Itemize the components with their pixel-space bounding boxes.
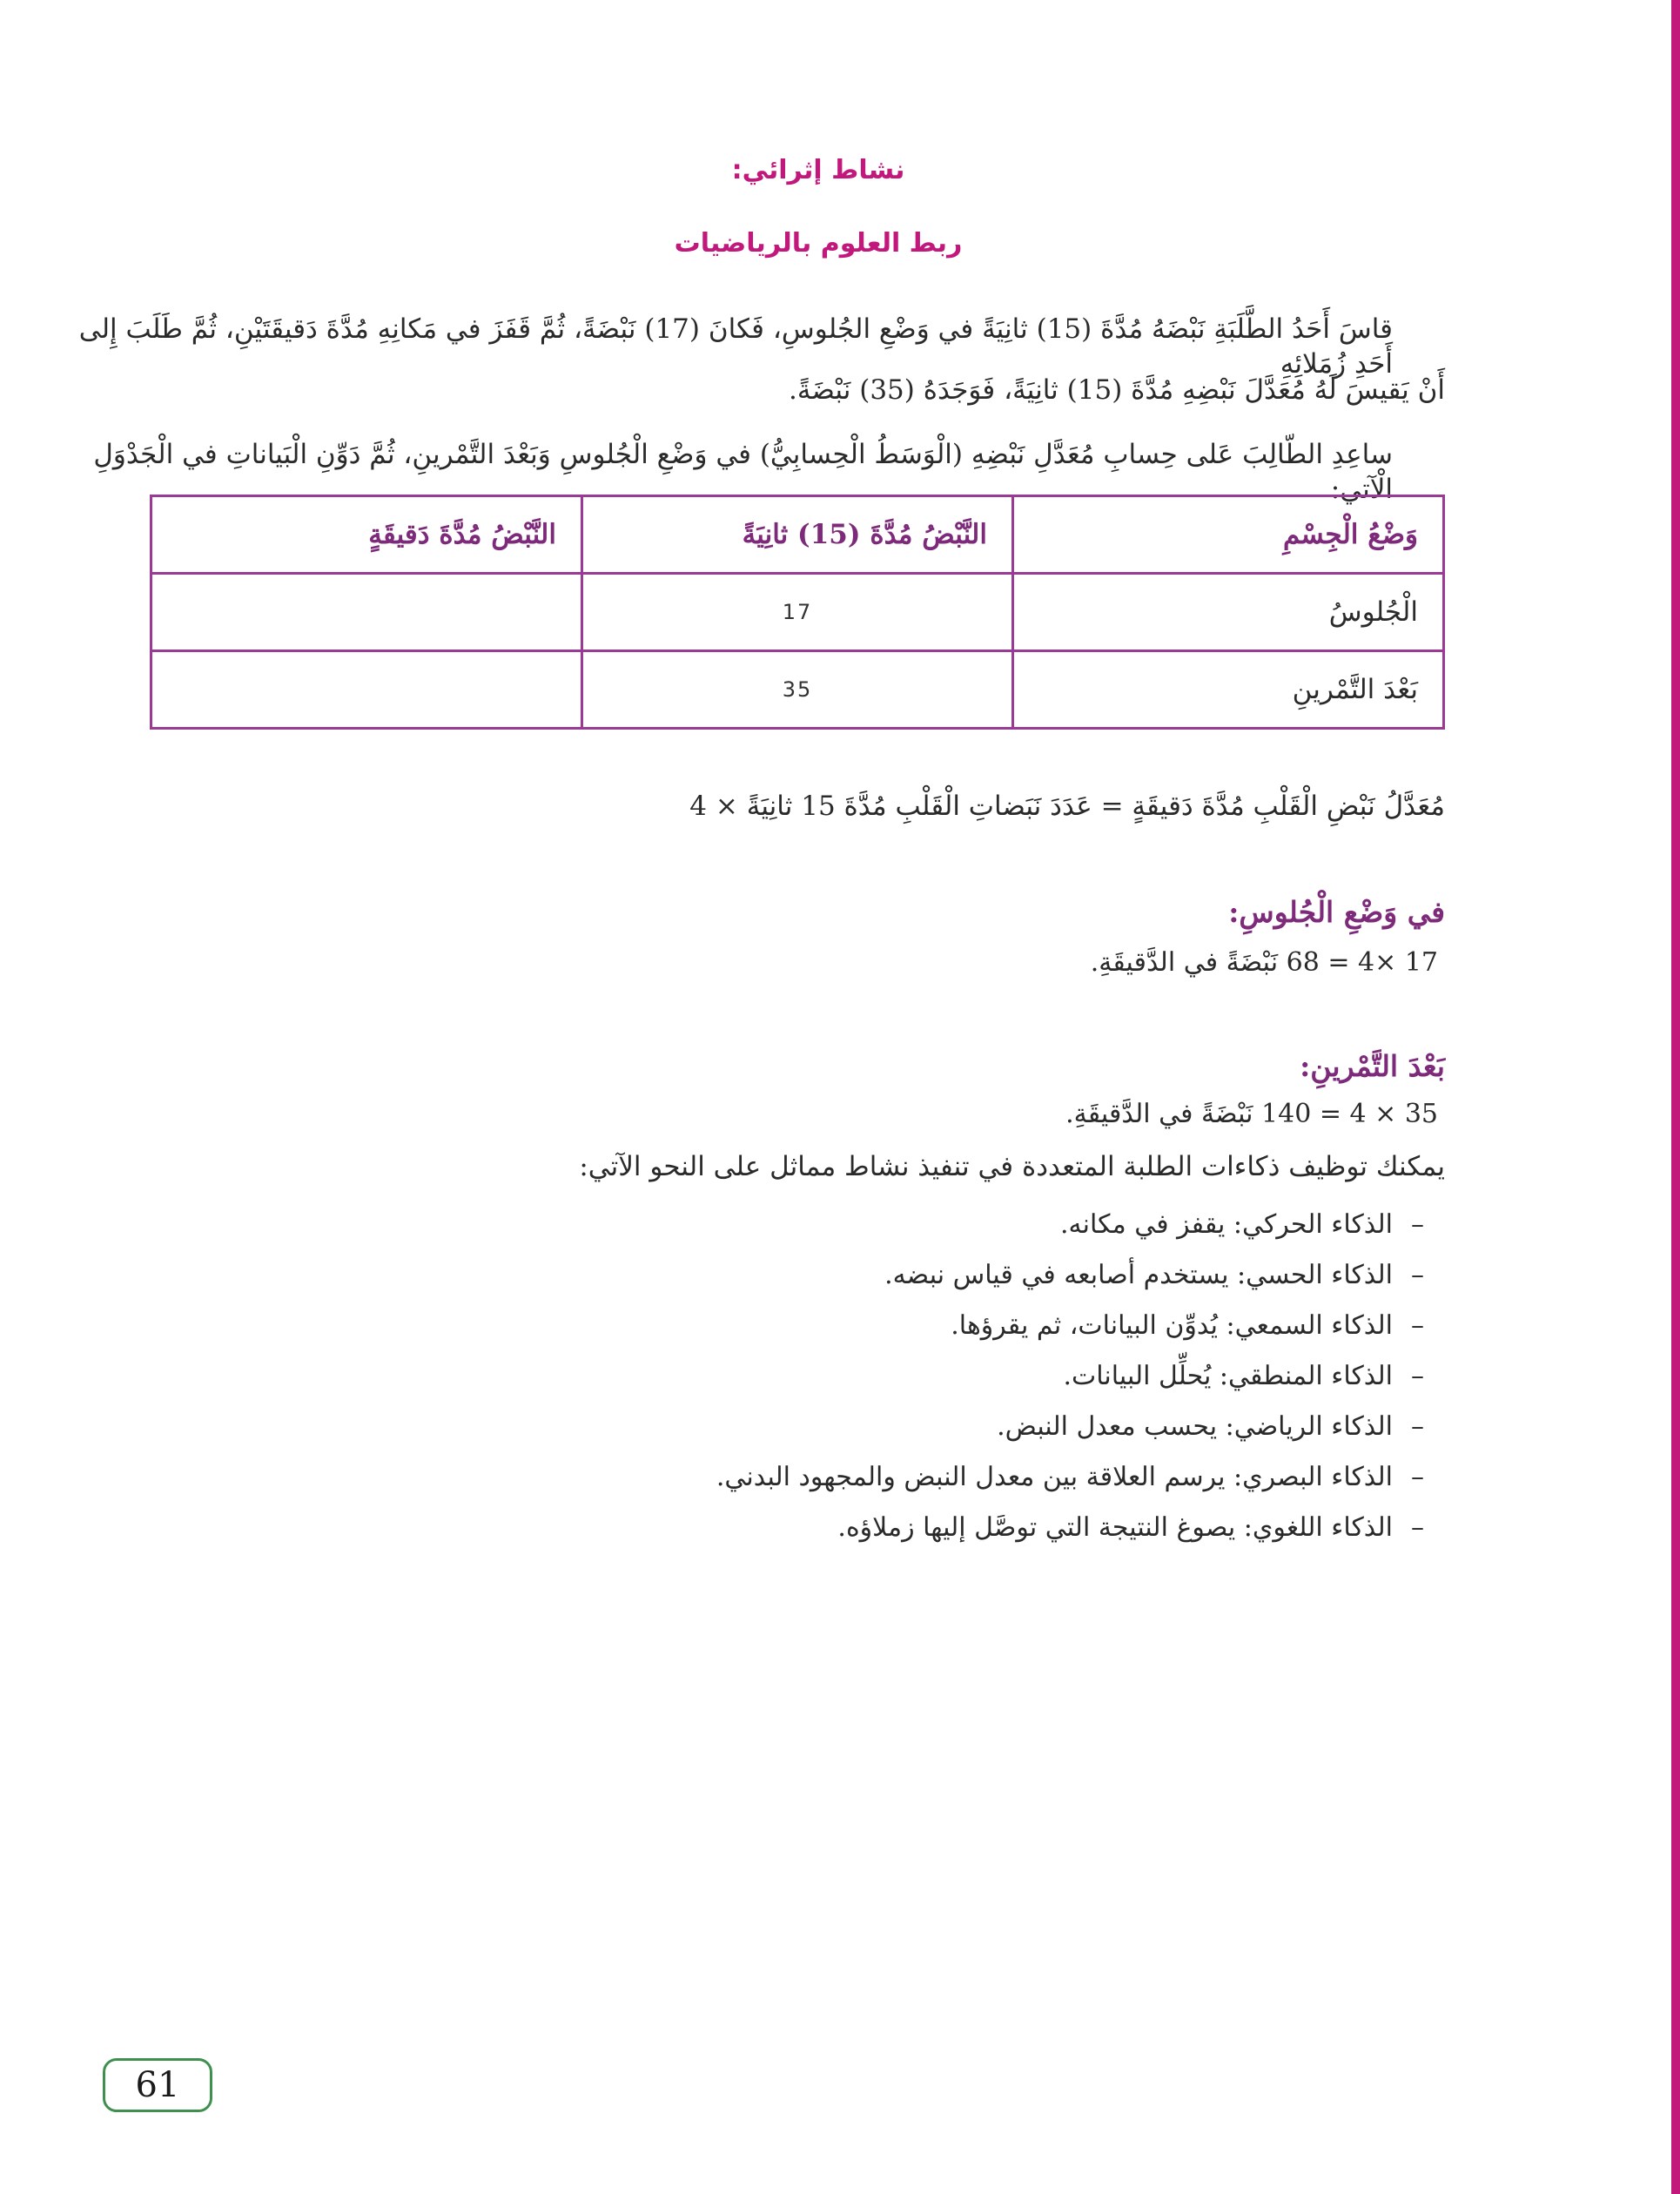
list-item-text: الذكاء السمعي: يُدوِّن البيانات، ثم يقرؤها. (951, 1310, 1393, 1341)
page-edge-stripe (1671, 0, 1680, 2194)
list-item-text: الذكاء الحركي: يقفز في مكانه. (1059, 1209, 1393, 1240)
dash-bullet: – (1411, 1310, 1424, 1341)
dash-bullet: – (1411, 1361, 1424, 1391)
dash-bullet: – (1411, 1209, 1424, 1240)
activity-instruction: ساعِدِ الطّالِبَ عَلى حِسابِ مُعَدَّلِ نَبْضِهِ (الْوَسَطُ الْحِسابِيُّ) في وَضْعِ الْجُلوسِ وَبَعْدَ التَّمْرينِ، ثُمَّ دَوِّنِ الْبَياناتِ في الْجَدْوَلِ الْآتي: (93, 439, 1393, 505)
activity-subtitle: ربط العلوم بالرياضيات (674, 228, 963, 259)
table-header-pulse15: النَّبْضُ مُدَّةَ (15) ثانِيَةً (582, 496, 1013, 574)
sitting-heading: في وَضْعِ الْجُلوسِ: (1228, 895, 1445, 929)
activity-paragraph-line2: أَنْ يَقيسَ لَهُ مُعَدَّلَ نَبْضِهِ مُدَّةَ (15) ثانِيَةً، فَوَجَدَهُ (35) نَبْضَةً. (789, 374, 1445, 406)
table-header-row (151, 496, 1444, 574)
list-item (716, 1503, 1424, 1553)
exercise-calculation: 35 × 4 = 140 نَبْضَةً في الدَّقيقَةِ. (1065, 1099, 1438, 1129)
activity-paragraph-line1: قاسَ أَحَدُ الطَّلَبَةِ نَبْضَهُ مُدَّةَ (15) ثانِيَةً في وَضْعِ الجُلوسِ، فَكانَ (17) نَبْضَةً، ثُمَّ قَفَزَ في مَكانِهِ مُدَّةَ دَقيقَتَيْنِ، ثُمَّ طَلَبَ إِلى أَحَدِ زُمَلائِهِ (78, 313, 1393, 380)
list-item (716, 1351, 1424, 1402)
page-number: 61 (103, 2058, 212, 2112)
list-item (716, 1301, 1424, 1351)
pulse-table (150, 495, 1445, 730)
list-item (716, 1402, 1424, 1452)
table-cell-position: الْجُلوسُ (1013, 574, 1444, 651)
activity-title: نشاط إثرائي: (731, 155, 905, 185)
table-cell-position: بَعْدَ التَّمْرينِ (1013, 651, 1444, 729)
heart-rate-formula: مُعَدَّلُ نَبْضِ الْقَلْبِ مُدَّةَ دَقيقَةٍ = عَدَدَ نَبَضاتِ الْقَلْبِ مُدَّةَ 15 ثانِيَةً × 4 (689, 791, 1445, 822)
intelligences-list (716, 1200, 1424, 1553)
table-cell-pulse15: 35 (582, 651, 1013, 729)
list-item-text: الذكاء المنطقي: يُحلِّل البيانات. (1063, 1361, 1393, 1391)
table-row (151, 574, 1444, 651)
intelligences-intro: يمكنك توظيف ذكاءات الطلبة المتعددة في تنفيذ نشاط مماثل على النحو الآتي: (579, 1151, 1445, 1182)
table-header-position: وَضْعُ الْجِسْمِ (1013, 496, 1444, 574)
list-item (716, 1452, 1424, 1503)
table-cell-pulse15: 17 (582, 574, 1013, 651)
table-cell-pulse-minute (151, 574, 582, 651)
table-header-pulse-minute: النَّبْضُ مُدَّةَ دَقيقَةٍ (151, 496, 582, 574)
dash-bullet: – (1411, 1260, 1424, 1290)
list-item-text: الذكاء الحسي: يستخدم أصابعه في قياس نبضه. (884, 1260, 1393, 1290)
dash-bullet: – (1411, 1411, 1424, 1442)
list-item-text: الذكاء البصري: يرسم العلاقة بين معدل النبض والمجهود البدني. (716, 1462, 1393, 1492)
table-row (151, 651, 1444, 729)
list-item (716, 1200, 1424, 1250)
table-cell-pulse-minute (151, 651, 582, 729)
dash-bullet: – (1411, 1512, 1424, 1543)
dash-bullet: – (1411, 1462, 1424, 1492)
exercise-heading: بَعْدَ التَّمْرينِ: (1300, 1049, 1445, 1083)
list-item (716, 1250, 1424, 1301)
list-item-text: الذكاء الرياضي: يحسب معدل النبض. (997, 1411, 1393, 1442)
list-item-text: الذكاء اللغوي: يصوغ النتيجة التي توصَّل إليها زملاؤه. (837, 1512, 1393, 1543)
sitting-calculation: 17 ×4 = 68 نَبْضَةً في الدَّقيقَةِ. (1090, 947, 1438, 978)
